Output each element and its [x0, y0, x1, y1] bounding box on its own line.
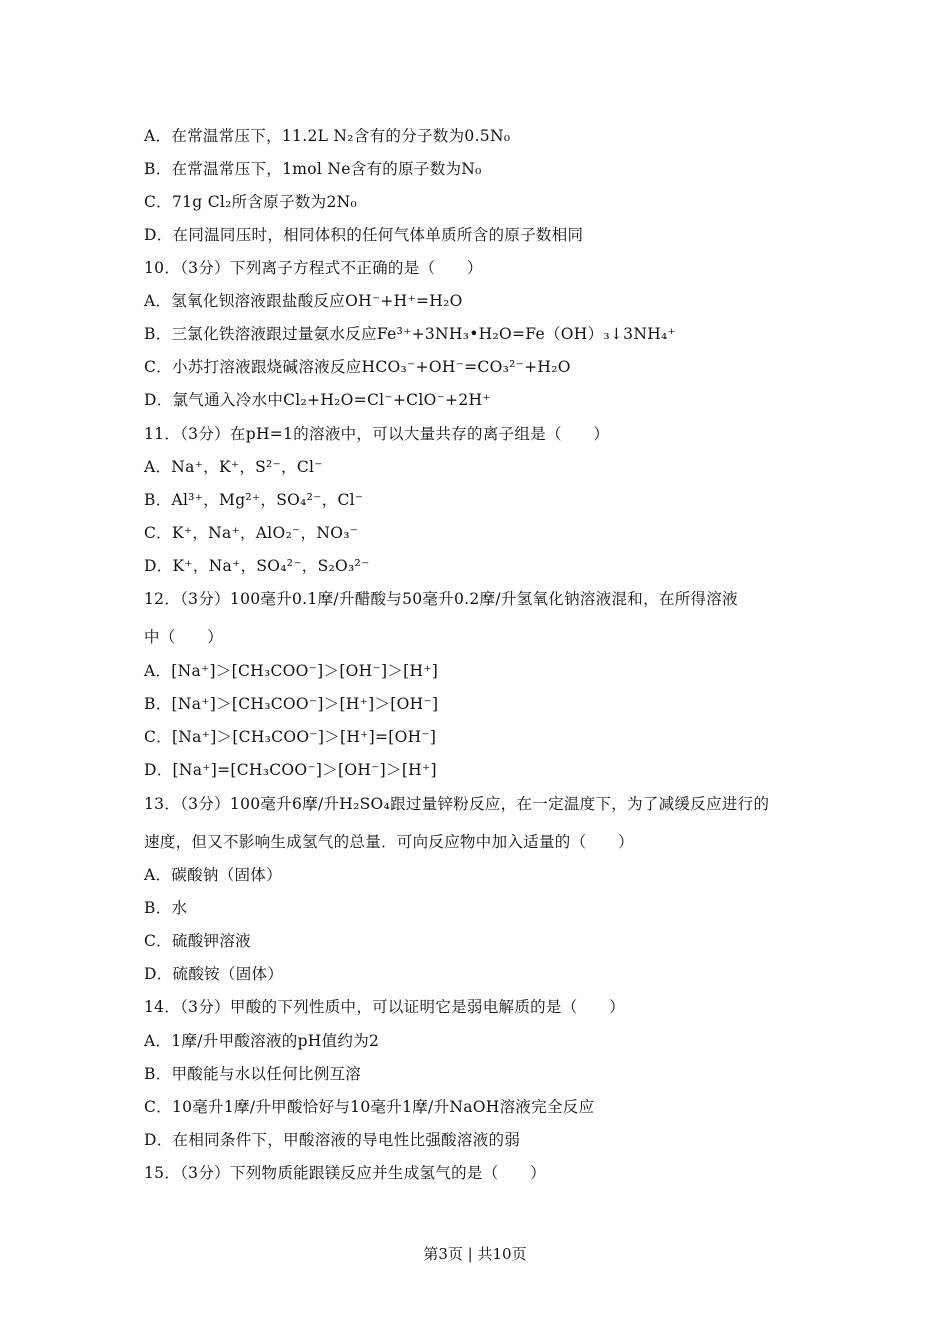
option-line: B．Al³⁺，Mg²⁺，SO₄²⁻，Cl⁻: [144, 491, 364, 509]
question-line: 14．（3分）甲酸的下列性质中，可以证明它是弱电解质的是（ ）: [144, 998, 625, 1016]
option-line: A．在常温常压下，11.2L N₂含有的分子数为0.5N₀: [144, 127, 511, 145]
question-line: 速度，但又不影响生成氢气的总量．可向反应物中加入适量的（ ）: [144, 833, 634, 851]
option-line: B．在常温常压下，1mol Ne含有的原子数为N₀: [144, 160, 482, 178]
question-line: 15．（3分）下列物质能跟镁反应并生成氢气的是（ ）: [144, 1164, 546, 1182]
option-line: C．硫酸钾溶液: [144, 932, 251, 950]
option-line: A．1摩/升甲酸溶液的pH值约为2: [144, 1032, 380, 1050]
option-line: A．Na⁺，K⁺，S²⁻，Cl⁻: [144, 458, 323, 476]
option-line: D．在相同条件下，甲酸溶液的导电性比强酸溶液的弱: [144, 1131, 521, 1149]
option-line: C．71g Cl₂所含原子数为2N₀: [144, 193, 358, 211]
question-line: 12．（3分）100毫升0.1摩/升醋酸与50毫升0.2摩/升氢氧化钠溶液混和，在所得溶液: [144, 590, 738, 608]
question-line: 10．（3分）下列离子方程式不正确的是（ ）: [144, 259, 483, 277]
page-footer: 第3页 | 共10页: [423, 1245, 527, 1263]
option-line: D．[Na⁺]=[CH₃COO⁻]＞[OH⁻]＞[H⁺]: [144, 761, 437, 779]
question-line: 中（ ）: [144, 628, 224, 646]
question-line: 11．（3分）在pH=1的溶液中，可以大量共存的离子组是（ ）: [144, 425, 610, 443]
option-line: A．碳酸钠（固体）: [144, 866, 282, 884]
option-line: D．K⁺，Na⁺，SO₄²⁻，S₂O₃²⁻: [144, 557, 370, 575]
option-line: D．在同温同压时，相同体积的任何气体单质所含的原子数相同: [144, 226, 584, 244]
option-line: C．10毫升1摩/升甲酸恰好与10毫升1摩/升NaOH溶液完全反应: [144, 1098, 595, 1116]
option-line: B．甲酸能与水以任何比例互溶: [144, 1065, 362, 1083]
option-line: B．[Na⁺]＞[CH₃COO⁻]＞[H⁺]＞[OH⁻]: [144, 695, 439, 713]
question-line: 13．（3分）100毫升6摩/升H₂SO₄跟过量锌粉反应，在一定温度下，为了减缓反应进行的: [144, 795, 770, 813]
option-line: C．K⁺，Na⁺，AlO₂⁻，NO₃⁻: [144, 524, 359, 542]
option-line: A．氢氧化钡溶液跟盐酸反应OH⁻+H⁺=H₂O: [144, 292, 463, 310]
option-line: D．硫酸铵（固体）: [144, 965, 284, 983]
option-line: A．[Na⁺]＞[CH₃COO⁻]＞[OH⁻]＞[H⁺]: [144, 662, 439, 680]
option-line: D．氯气通入冷水中Cl₂+H₂O=Cl⁻+ClO⁻+2H⁺: [144, 391, 491, 409]
option-line: B．三氯化铁溶液跟过量氨水反应Fe³⁺+3NH₃•H₂O=Fe（OH）₃↓3NH₄⁺: [144, 325, 677, 343]
option-line: C．[Na⁺]＞[CH₃COO⁻]＞[H⁺]=[OH⁻]: [144, 728, 437, 746]
option-line: C．小苏打溶液跟烧碱溶液反应HCO₃⁻+OH⁻=CO₃²⁻+H₂O: [144, 358, 571, 376]
option-line: B．水: [144, 899, 188, 917]
